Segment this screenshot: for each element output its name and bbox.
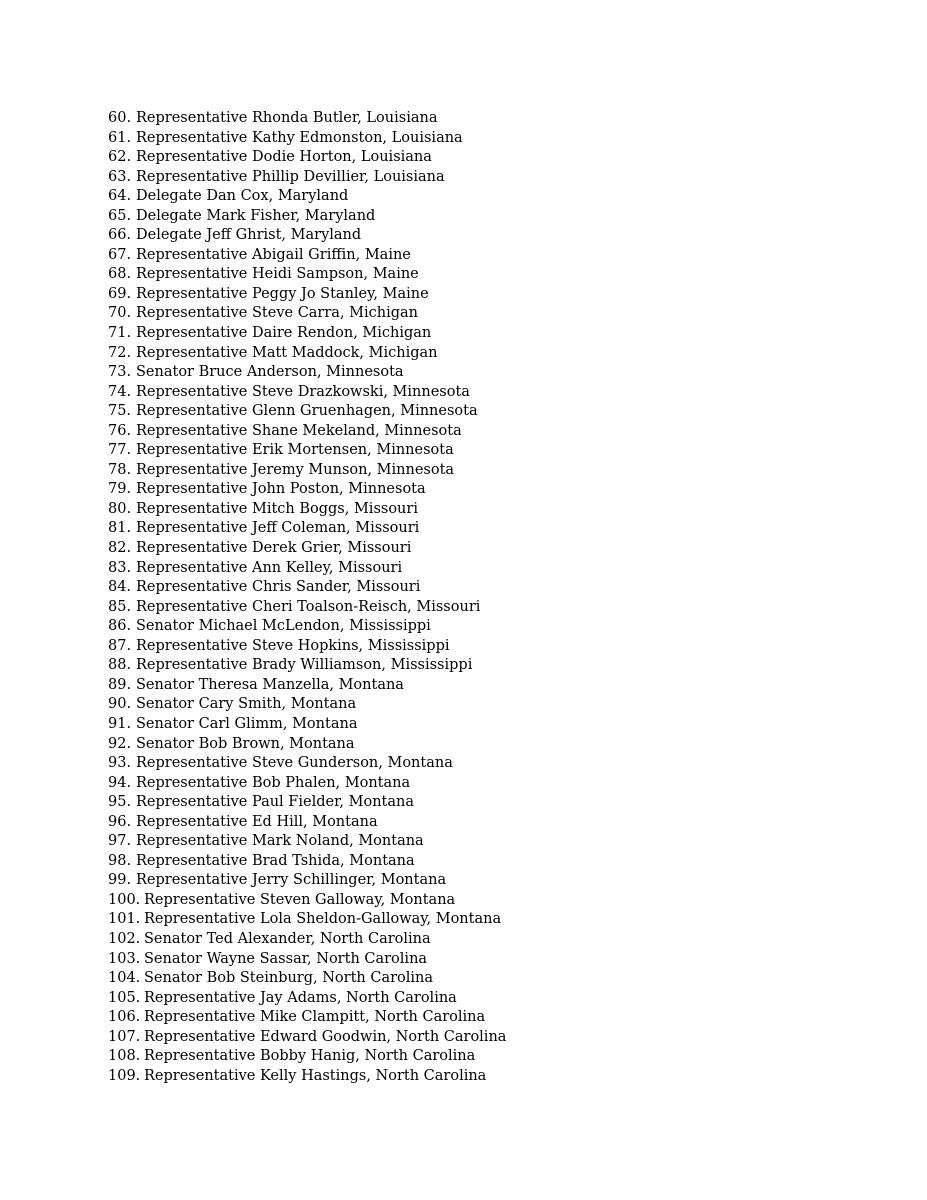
item-text: Representative Matt Maddock, Michigan	[136, 344, 438, 361]
item-text: Representative Jeff Coleman, Missouri	[136, 520, 420, 537]
list-item	[108, 500, 506, 520]
item-number: 83.	[108, 559, 132, 576]
item-number: 70.	[108, 305, 132, 322]
item-number: 84.	[108, 579, 132, 596]
item-text: Representative Ann Kelley, Missouri	[136, 559, 403, 576]
item-number: 61.	[108, 129, 132, 146]
list-item	[108, 969, 506, 989]
item-number: 65.	[108, 207, 132, 224]
item-number: 106.	[108, 1009, 141, 1026]
item-number: 72.	[108, 344, 132, 361]
item-text: Senator Theresa Manzella, Montana	[136, 676, 404, 693]
item-text: Senator Bruce Anderson, Minnesota	[136, 364, 404, 381]
item-text: Representative Peggy Jo Stanley, Maine	[136, 285, 429, 302]
item-number: 71.	[108, 325, 132, 342]
list-item	[108, 168, 506, 188]
list-item	[108, 852, 506, 872]
item-number: 93.	[108, 755, 132, 772]
item-text: Representative Heidi Sampson, Maine	[136, 266, 419, 283]
item-number: 64.	[108, 188, 132, 205]
item-number: 101.	[108, 911, 141, 928]
item-text: Senator Ted Alexander, North Carolina	[144, 930, 431, 947]
list-item	[108, 461, 506, 481]
item-text: Representative Steve Drazkowski, Minnesota	[136, 383, 470, 400]
signatory-list	[108, 109, 506, 1086]
list-item	[108, 441, 506, 461]
item-number: 78.	[108, 461, 132, 478]
item-text: Representative Abigail Griffin, Maine	[136, 246, 411, 263]
list-item	[108, 832, 506, 852]
list-item	[108, 344, 506, 364]
item-text: Representative Lola Sheldon-Galloway, Montana	[144, 911, 502, 928]
list-item	[108, 735, 506, 755]
list-item	[108, 871, 506, 891]
item-text: Senator Carl Glimm, Montana	[136, 715, 358, 732]
list-item	[108, 246, 506, 266]
item-number: 89.	[108, 676, 132, 693]
list-item	[108, 715, 506, 735]
item-number: 67.	[108, 246, 132, 263]
item-text: Senator Bob Steinburg, North Carolina	[144, 970, 434, 987]
item-number: 86.	[108, 618, 132, 635]
item-text: Representative Edward Goodwin, North Carolina	[144, 1028, 507, 1045]
list-item	[108, 1028, 506, 1048]
item-text: Representative Brad Tshida, Montana	[136, 852, 415, 869]
item-number: 103.	[108, 950, 141, 967]
item-number: 69.	[108, 285, 132, 302]
item-number: 100.	[108, 891, 141, 908]
item-number: 75.	[108, 403, 132, 420]
item-text: Representative Shane Mekeland, Minnesota	[136, 422, 462, 439]
list-item	[108, 1067, 506, 1087]
item-text: Representative Dodie Horton, Louisiana	[136, 149, 432, 166]
item-number: 76.	[108, 422, 132, 439]
list-item	[108, 813, 506, 833]
item-text: Representative Mark Noland, Montana	[136, 833, 424, 850]
item-text: Representative Ed Hill, Montana	[136, 813, 378, 830]
item-text: Delegate Dan Cox, Maryland	[136, 188, 349, 205]
item-number: 97.	[108, 833, 132, 850]
list-item	[108, 148, 506, 168]
item-text: Senator Wayne Sassar, North Carolina	[144, 950, 428, 967]
list-item	[108, 187, 506, 207]
item-text: Representative Kathy Edmonston, Louisiana	[136, 129, 463, 146]
item-text: Representative Cheri Toalson-Reisch, Missouri	[136, 598, 481, 615]
item-number: 105.	[108, 989, 141, 1006]
item-number: 68.	[108, 266, 132, 283]
item-number: 98.	[108, 852, 132, 869]
item-text: Representative Kelly Hastings, North Carolina	[144, 1067, 487, 1084]
item-number: 94.	[108, 774, 132, 791]
list-item	[108, 265, 506, 285]
list-item	[108, 383, 506, 403]
list-item	[108, 207, 506, 227]
item-text: Representative Steven Galloway, Montana	[144, 891, 456, 908]
item-text: Delegate Mark Fisher, Maryland	[136, 207, 376, 224]
item-number: 99.	[108, 872, 132, 889]
item-text: Representative Paul Fielder, Montana	[136, 794, 415, 811]
list-item	[108, 676, 506, 696]
item-number: 108.	[108, 1048, 141, 1065]
list-item	[108, 930, 506, 950]
item-text: Representative Erik Mortensen, Minnesota	[136, 442, 454, 459]
list-item	[108, 656, 506, 676]
item-number: 85.	[108, 598, 132, 615]
list-item	[108, 1047, 506, 1067]
item-number: 88.	[108, 657, 132, 674]
list-item	[108, 793, 506, 813]
list-item	[108, 129, 506, 149]
item-text: Senator Bob Brown, Montana	[136, 735, 355, 752]
item-text: Representative Mike Clampitt, North Carolina	[144, 1009, 486, 1026]
item-text: Representative Daire Rendon, Michigan	[136, 325, 432, 342]
item-text: Representative Jeremy Munson, Minnesota	[136, 461, 455, 478]
item-text: Representative Mitch Boggs, Missouri	[136, 500, 418, 517]
list-item	[108, 304, 506, 324]
item-text: Representative Jay Adams, North Carolina	[144, 989, 457, 1006]
item-number: 66.	[108, 227, 132, 244]
item-text: Senator Cary Smith, Montana	[136, 696, 357, 713]
item-number: 81.	[108, 520, 132, 537]
item-number: 109.	[108, 1067, 141, 1084]
item-text: Representative Steve Gunderson, Montana	[136, 755, 453, 772]
item-number: 77.	[108, 442, 132, 459]
item-number: 74.	[108, 383, 132, 400]
item-number: 63.	[108, 168, 132, 185]
item-text: Representative Rhonda Butler, Louisiana	[136, 110, 438, 126]
item-text: Representative Bobby Hanig, North Carolina	[144, 1048, 476, 1065]
item-text: Representative Steve Hopkins, Mississippi	[136, 637, 450, 654]
item-text: Representative Phillip Devillier, Louisiana	[136, 168, 445, 185]
item-text: Representative Brady Williamson, Mississippi	[136, 657, 473, 674]
list-item	[108, 363, 506, 383]
list-item	[108, 285, 506, 305]
item-text: Representative John Poston, Minnesota	[136, 481, 426, 498]
list-item	[108, 559, 506, 579]
item-text: Representative Chris Sander, Missouri	[136, 579, 421, 596]
list-item	[108, 1008, 506, 1028]
item-text: Representative Derek Grier, Missouri	[136, 540, 412, 557]
item-number: 87.	[108, 637, 132, 654]
list-item	[108, 226, 506, 246]
item-number: 80.	[108, 500, 132, 517]
list-item	[108, 637, 506, 657]
item-text: Representative Steve Carra, Michigan	[136, 305, 419, 322]
item-number: 102.	[108, 930, 141, 947]
list-item	[108, 422, 506, 442]
list-item	[108, 578, 506, 598]
item-text: Representative Bob Phalen, Montana	[136, 774, 411, 791]
item-number: 91.	[108, 715, 132, 732]
item-text: Senator Michael McLendon, Mississippi	[136, 618, 431, 635]
list-item	[108, 989, 506, 1009]
item-text: Representative Jerry Schillinger, Montana	[136, 872, 447, 889]
list-item	[108, 109, 506, 129]
list-item	[108, 774, 506, 794]
list-item	[108, 950, 506, 970]
item-number: 95.	[108, 794, 132, 811]
list-item	[108, 598, 506, 618]
item-number: 96.	[108, 813, 132, 830]
item-number: 73.	[108, 364, 132, 381]
list-item	[108, 480, 506, 500]
item-number: 90.	[108, 696, 132, 713]
item-number: 60.	[108, 110, 132, 126]
item-text: Representative Glenn Gruenhagen, Minnesota	[136, 403, 478, 420]
list-item	[108, 910, 506, 930]
item-number: 104.	[108, 970, 141, 987]
item-number: 82.	[108, 540, 132, 557]
item-number: 62.	[108, 149, 132, 166]
list-item	[108, 891, 506, 911]
item-number: 92.	[108, 735, 132, 752]
list-item	[108, 402, 506, 422]
item-number: 79.	[108, 481, 132, 498]
item-text: Delegate Jeff Ghrist, Maryland	[136, 227, 362, 244]
list-item	[108, 324, 506, 344]
list-item	[108, 519, 506, 539]
item-number: 107.	[108, 1028, 141, 1045]
list-item	[108, 695, 506, 715]
list-item	[108, 754, 506, 774]
list-item	[108, 617, 506, 637]
list-item	[108, 539, 506, 559]
